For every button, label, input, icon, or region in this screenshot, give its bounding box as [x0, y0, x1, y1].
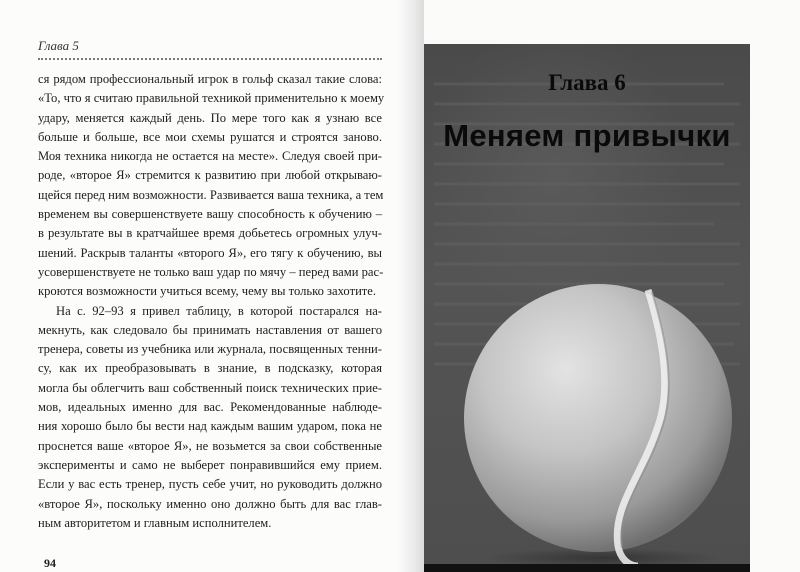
- right-page-chapter-opener: [424, 44, 750, 572]
- text-line: временем вы совершенствуете вашу способность к обучению –: [38, 207, 382, 222]
- text-line: тренера, советы из учебника или журнала, посвященных тенни-: [38, 342, 382, 357]
- text-line: шений. Раскрыв таланты «второго Я», его тягу к обучению, вы: [38, 245, 382, 260]
- text-line: Если у вас есть тренер, пусть себе учит, но руководить должно: [38, 477, 382, 492]
- book-gutter: [398, 0, 424, 572]
- text-line: ным авторитетом и главным исполнителем.: [38, 515, 272, 530]
- text-line: На с. 92–93 я привел таблицу, в которой постарался на-: [56, 303, 382, 318]
- header-rule: [38, 58, 382, 60]
- text-line: щейся перед ним возможности. Развивается ваша техника, а тем: [38, 187, 384, 202]
- text-line: проснется ваше «второе Я», не возьмется за свои собственные: [38, 438, 382, 453]
- running-head: Глава 5: [38, 38, 79, 53]
- text-line: эксперименты и само не выберет понравившийся ему прием.: [38, 457, 382, 472]
- chapter-number: Глава 6: [548, 70, 626, 95]
- text-line: кроются возможности учиться всему, чему вы только захотите.: [38, 284, 377, 299]
- text-line: Моя техника никогда не остается на месте». Следуя своей при-: [38, 149, 382, 164]
- body-text: [38, 70, 385, 533]
- text-line: больше и больше, все мои схемы рушатся и строятся заново.: [38, 129, 382, 144]
- page-number: 94: [44, 556, 56, 570]
- text-line: ния хорошо было бы вести над каждым вашим ударом, пока не: [38, 419, 382, 434]
- text-line: удару, меняется каждый день. По мере того как я узнаю все: [38, 110, 382, 125]
- text-line: мекнуть, как следовало бы принимать наставления от вашего: [38, 322, 382, 337]
- paragraph-1: [38, 70, 385, 302]
- chapter-title: Меняем привычки: [443, 118, 731, 153]
- text-line: су, как их преобразовывать в знание, в подсказку, которая: [38, 361, 382, 376]
- page-bottom-band: [424, 564, 750, 572]
- text-line: в результате вы в кратчайшее время добьетесь огромных улуч-: [38, 226, 382, 241]
- text-line: «То, что я считаю правильной техникой применительно к моему: [38, 91, 385, 106]
- text-line: мов, идеальных именно для вас. Рекомендованные наблюде-: [38, 400, 382, 415]
- text-line: усовершенствуете не только ваш удар по мячу – перед вами рас-: [38, 264, 384, 279]
- text-line: могла бы облегчить ваш собственный поиск технических прие-: [38, 380, 382, 395]
- text-line: роде, «второе Я» стремится к развитию при любой открываю-: [38, 168, 382, 183]
- tennis-ball-image: [462, 276, 734, 566]
- paragraph-2: [38, 302, 382, 534]
- text-line: «второе Я», поскольку именно оно должно быть для вас глав-: [38, 496, 382, 511]
- text-line: ся рядом профессиональный игрок в гольф сказал такие слова:: [38, 72, 382, 86]
